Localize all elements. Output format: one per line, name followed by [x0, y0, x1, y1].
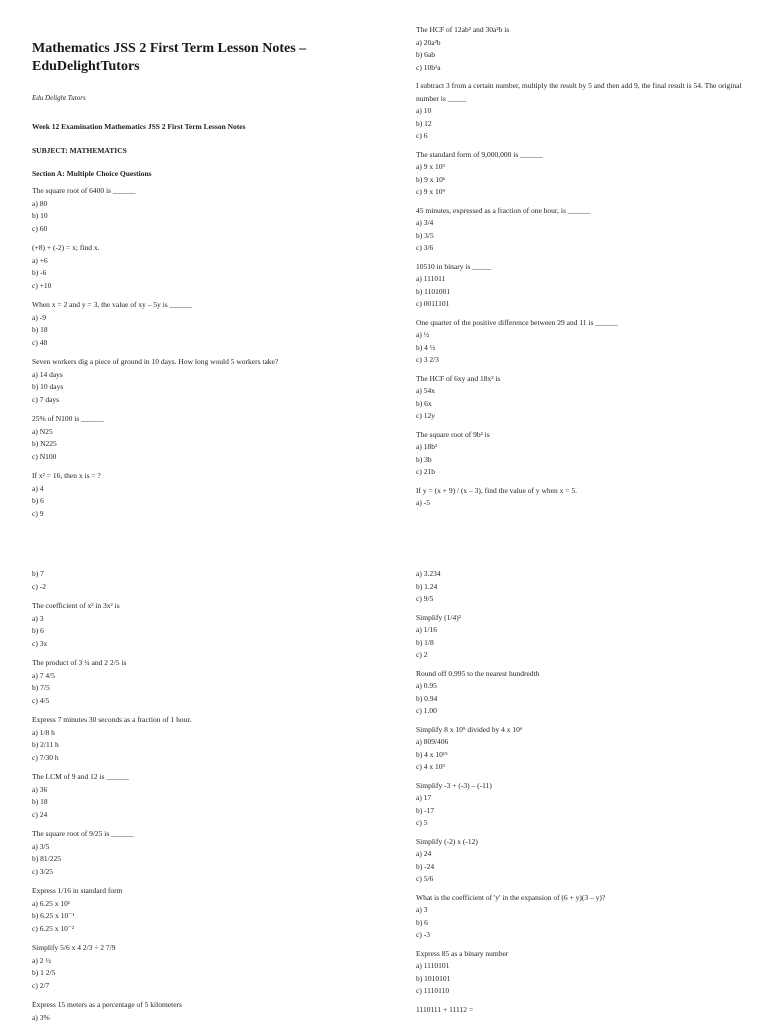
answer-option: c) 24: [32, 809, 48, 819]
answer-option: c) 6: [416, 131, 428, 140]
question-text: The product of 3 ¼ and 2 2/5 is: [32, 658, 127, 667]
answer-option: a) 1/8 h: [32, 727, 55, 737]
answer-option: c) -3: [416, 930, 430, 939]
answer-option: a) 3/5: [32, 841, 50, 851]
answer-option: c) -2: [32, 581, 46, 591]
question-block: [416, 780, 756, 830]
answer-option: a) 2 ½: [32, 955, 51, 965]
question-block: [32, 771, 372, 821]
question-text: Express 15 meters as a percentage of 5 kilometers: [32, 1000, 182, 1009]
question-block: [32, 299, 372, 349]
question-block: [32, 185, 372, 235]
question-block: [416, 429, 756, 479]
answer-option: c) 7/30 h: [32, 752, 59, 762]
answer-option: c) 2/7: [32, 980, 50, 990]
question-block: [416, 892, 756, 942]
question-list-top-left: [32, 185, 372, 520]
question-block: [32, 242, 372, 292]
answer-option: a) 54x: [416, 386, 435, 395]
answer-option: b) 4 x 10¹⁵: [416, 749, 448, 759]
question-block: [32, 999, 372, 1024]
answer-option: a) 20a²b: [416, 37, 441, 47]
column-top-left: [32, 40, 372, 527]
question-text: 45 minutes, expressed as a fraction of one hour, is ______: [416, 205, 591, 215]
answer-option: a) -5: [416, 498, 430, 507]
answer-option: c) 21b: [416, 467, 435, 476]
answer-option: a) 1110101: [416, 961, 450, 970]
answer-option: b) 0.94: [416, 693, 438, 703]
question-text: Simplify -3 + (-3) – (-11): [416, 780, 492, 790]
week-heading: Week 12 Examination Mathematics JSS 2 First Term Lesson Notes: [32, 122, 246, 131]
answer-option: b) 4 ½: [416, 342, 436, 352]
answer-option: a) 80: [32, 198, 48, 208]
question-block: [416, 149, 756, 199]
answer-option: b) 18: [32, 797, 48, 806]
answer-option: b) 7/5: [32, 683, 50, 692]
answer-option: a) 4: [32, 483, 44, 493]
answer-option: c) 7 days: [32, 394, 60, 404]
question-block: [32, 568, 372, 593]
answer-option: b) -17: [416, 805, 435, 815]
question-text: The standard form of 9,000,000 is ______: [416, 149, 543, 159]
question-text: The coefficient of x² in 3x² is: [32, 601, 120, 610]
question-block: [32, 413, 372, 463]
question-block: [32, 356, 372, 406]
answer-option: b) -6: [32, 268, 47, 277]
question-text: I subtract 3 from a certain number, multiply the result by 5 and then add 9, the final result is 54. The original number is _____: [416, 81, 744, 103]
answer-option: c) 3x: [32, 638, 48, 648]
author-byline[interactable]: Edu Delight Tutors: [32, 94, 86, 102]
answer-option: c) 5/6: [416, 874, 434, 883]
question-block: [416, 568, 756, 606]
answer-option: c) 1110110: [416, 986, 450, 995]
question-text: The HCF of 6xy and 18x² is: [416, 373, 501, 383]
answer-option: a) 6.25 x 10¹: [32, 898, 71, 908]
answer-option: a) 17: [416, 793, 432, 802]
answer-option: b) 6: [416, 917, 428, 927]
answer-option: b) 6ab: [416, 50, 435, 59]
question-list-top-right: [416, 24, 756, 510]
question-text: The HCF of 12ab² and 30a²b is: [416, 25, 510, 34]
answer-option: a) 111011: [416, 274, 446, 283]
answer-option: b) 6x: [416, 398, 432, 408]
answer-option: c) 0011101: [416, 299, 450, 308]
question-text: The LCM of 9 and 12 is ______: [32, 772, 129, 781]
answer-option: c) 6.25 x 10⁻²: [32, 923, 75, 933]
answer-option: a) 1/16: [416, 625, 438, 634]
question-block: [32, 600, 372, 650]
column-bottom-left: [32, 568, 372, 1031]
question-block: [416, 205, 756, 255]
answer-option: a) N25: [32, 426, 53, 436]
answer-option: a) 809/406: [416, 737, 449, 746]
question-block: [416, 317, 756, 367]
question-block: [416, 261, 756, 311]
question-list-bottom-left: [32, 568, 372, 1024]
answer-option: b) 18: [32, 325, 48, 334]
question-block: [32, 470, 372, 520]
question-block: [32, 885, 372, 935]
question-text: Express 1/16 in standard form: [32, 886, 123, 895]
question-text: Simplify (1/4)²: [416, 612, 461, 622]
answer-option: b) 1/8: [416, 637, 434, 647]
answer-option: a) 3: [416, 905, 428, 914]
question-text: The square root of 6400 is ______: [32, 186, 136, 195]
question-text: Express 85 as a binary number: [416, 948, 509, 958]
question-text: One quarter of the positive difference between 29 and 11 is ______: [416, 317, 618, 327]
question-text: Seven workers dig a piece of ground in 10 days. How long would 5 workers take?: [32, 357, 279, 366]
answer-option: b) 6: [32, 626, 44, 635]
column-top-right: [416, 24, 756, 516]
answer-option: c) 3 2/3: [416, 355, 439, 364]
answer-option: b) N225: [32, 439, 57, 448]
question-text: Simplify 5/6 x 4 2/3 ÷ 2 7/9: [32, 943, 116, 952]
answer-option: c) +10: [32, 280, 52, 290]
answer-option: a) 3.234: [416, 569, 441, 578]
answer-option: b) 12: [416, 118, 432, 128]
question-block: [32, 942, 372, 992]
question-text: If x² = 16, then x is = ?: [32, 471, 101, 480]
question-text: Round off 0.995 to the nearest hundredth: [416, 668, 540, 678]
answer-option: a) 10: [416, 106, 432, 115]
answer-option: b) 1.24: [416, 581, 438, 591]
answer-option: c) 3/6: [416, 243, 434, 252]
question-list-bottom-right: [416, 568, 756, 1016]
column-bottom-right: [416, 568, 756, 1022]
answer-option: c) 9/5: [416, 594, 434, 603]
question-block: [32, 657, 372, 707]
answer-option: c) 60: [32, 223, 48, 233]
answer-option: a) 3%: [32, 1012, 50, 1022]
question-block: [416, 948, 756, 998]
answer-option: a) +6: [32, 255, 48, 265]
answer-option: a) ½: [416, 330, 430, 339]
subject-heading: SUBJECT: MATHEMATICS: [32, 146, 127, 155]
question-text: Simplify 8 x 10⁹ divided by 4 x 10⁶: [416, 724, 523, 734]
question-block: [416, 1004, 756, 1017]
answer-option: c) 10b²a: [416, 62, 441, 72]
answer-option: a) 36: [32, 784, 48, 794]
answer-option: c) 12y: [416, 411, 435, 420]
question-text: 10510 in binary is _____: [416, 261, 491, 271]
question-block: [416, 80, 756, 143]
answer-option: a) 14 days: [32, 369, 63, 379]
answer-option: a) 3/4: [416, 218, 434, 227]
answer-option: b) 1 2/5: [32, 968, 56, 977]
answer-option: b) 7: [32, 569, 44, 578]
answer-option: c) 9: [32, 508, 44, 518]
answer-option: c) N100: [32, 451, 57, 461]
question-text: 1110111 + 11112 =: [416, 1004, 474, 1014]
question-text: What is the coefficient of 'y' in the expansion of (6 + y)(3 – y)?: [416, 892, 606, 902]
answer-option: a) 0.95: [416, 681, 437, 690]
question-block: [32, 714, 372, 764]
answer-option: b) 3b: [416, 454, 432, 464]
answer-option: c) 3/25: [32, 866, 54, 876]
question-block: [416, 373, 756, 423]
answer-option: a) 24: [416, 849, 432, 858]
page-title: Mathematics JSS 2 First Term Lesson Notes – EduDelightTutors: [32, 41, 307, 74]
answer-option: b) 3/5: [416, 230, 434, 240]
question-block: [416, 485, 756, 510]
answer-option: a) -9: [32, 312, 46, 322]
answer-option: a) 7 4/5: [32, 670, 55, 680]
question-block: [416, 836, 756, 886]
answer-option: b) 9 x 10⁶: [416, 174, 446, 184]
question-block: [416, 612, 756, 662]
answer-option: c) 4 x 10³: [416, 762, 445, 771]
question-block: [416, 24, 756, 74]
question-text: Express 7 minutes 30 seconds as a fraction of 1 hour.: [32, 715, 192, 724]
section-heading: Section A: Multiple Choice Questions: [32, 169, 152, 178]
question-text: If y = (x + 9) / (x – 3), find the value of y when x = 5.: [416, 485, 577, 495]
answer-option: c) 9 x 10⁹: [416, 187, 446, 196]
answer-option: b) 1010101: [416, 973, 451, 983]
question-block: [416, 724, 756, 774]
question-text: The square root of 9b² is: [416, 429, 490, 439]
answer-option: c) 2: [416, 650, 428, 659]
answer-option: b) 10: [32, 211, 48, 220]
question-text: (+8) + (-2) = x; find x.: [32, 243, 100, 252]
question-block: [32, 828, 372, 878]
answer-option: b) 81/225: [32, 854, 61, 863]
answer-option: c) 1.00: [416, 706, 437, 715]
answer-option: a) 3: [32, 613, 44, 623]
question-text: Simplify (-2) x (-12): [416, 836, 478, 846]
answer-option: c) 48: [32, 337, 48, 347]
question-text: When x = 2 and y = 3, the value of xy – 5y is ______: [32, 300, 193, 309]
answer-option: c) 5: [416, 818, 428, 827]
question-block: [416, 668, 756, 718]
answer-option: b) 1101001: [416, 286, 451, 296]
question-text: The square root of 9/25 is ______: [32, 829, 134, 838]
answer-option: c) 4/5: [32, 695, 50, 705]
answer-option: a) 9 x 10³: [416, 162, 445, 171]
answer-option: b) 2/11 h: [32, 740, 59, 749]
answer-option: b) 10 days: [32, 382, 64, 391]
question-text: 25% of N100 is ______: [32, 414, 104, 423]
answer-option: b) 6.25 x 10⁻¹: [32, 911, 75, 920]
answer-option: b) -24: [416, 861, 435, 871]
answer-option: a) 18b²: [416, 442, 438, 451]
answer-option: b) 6: [32, 496, 44, 505]
